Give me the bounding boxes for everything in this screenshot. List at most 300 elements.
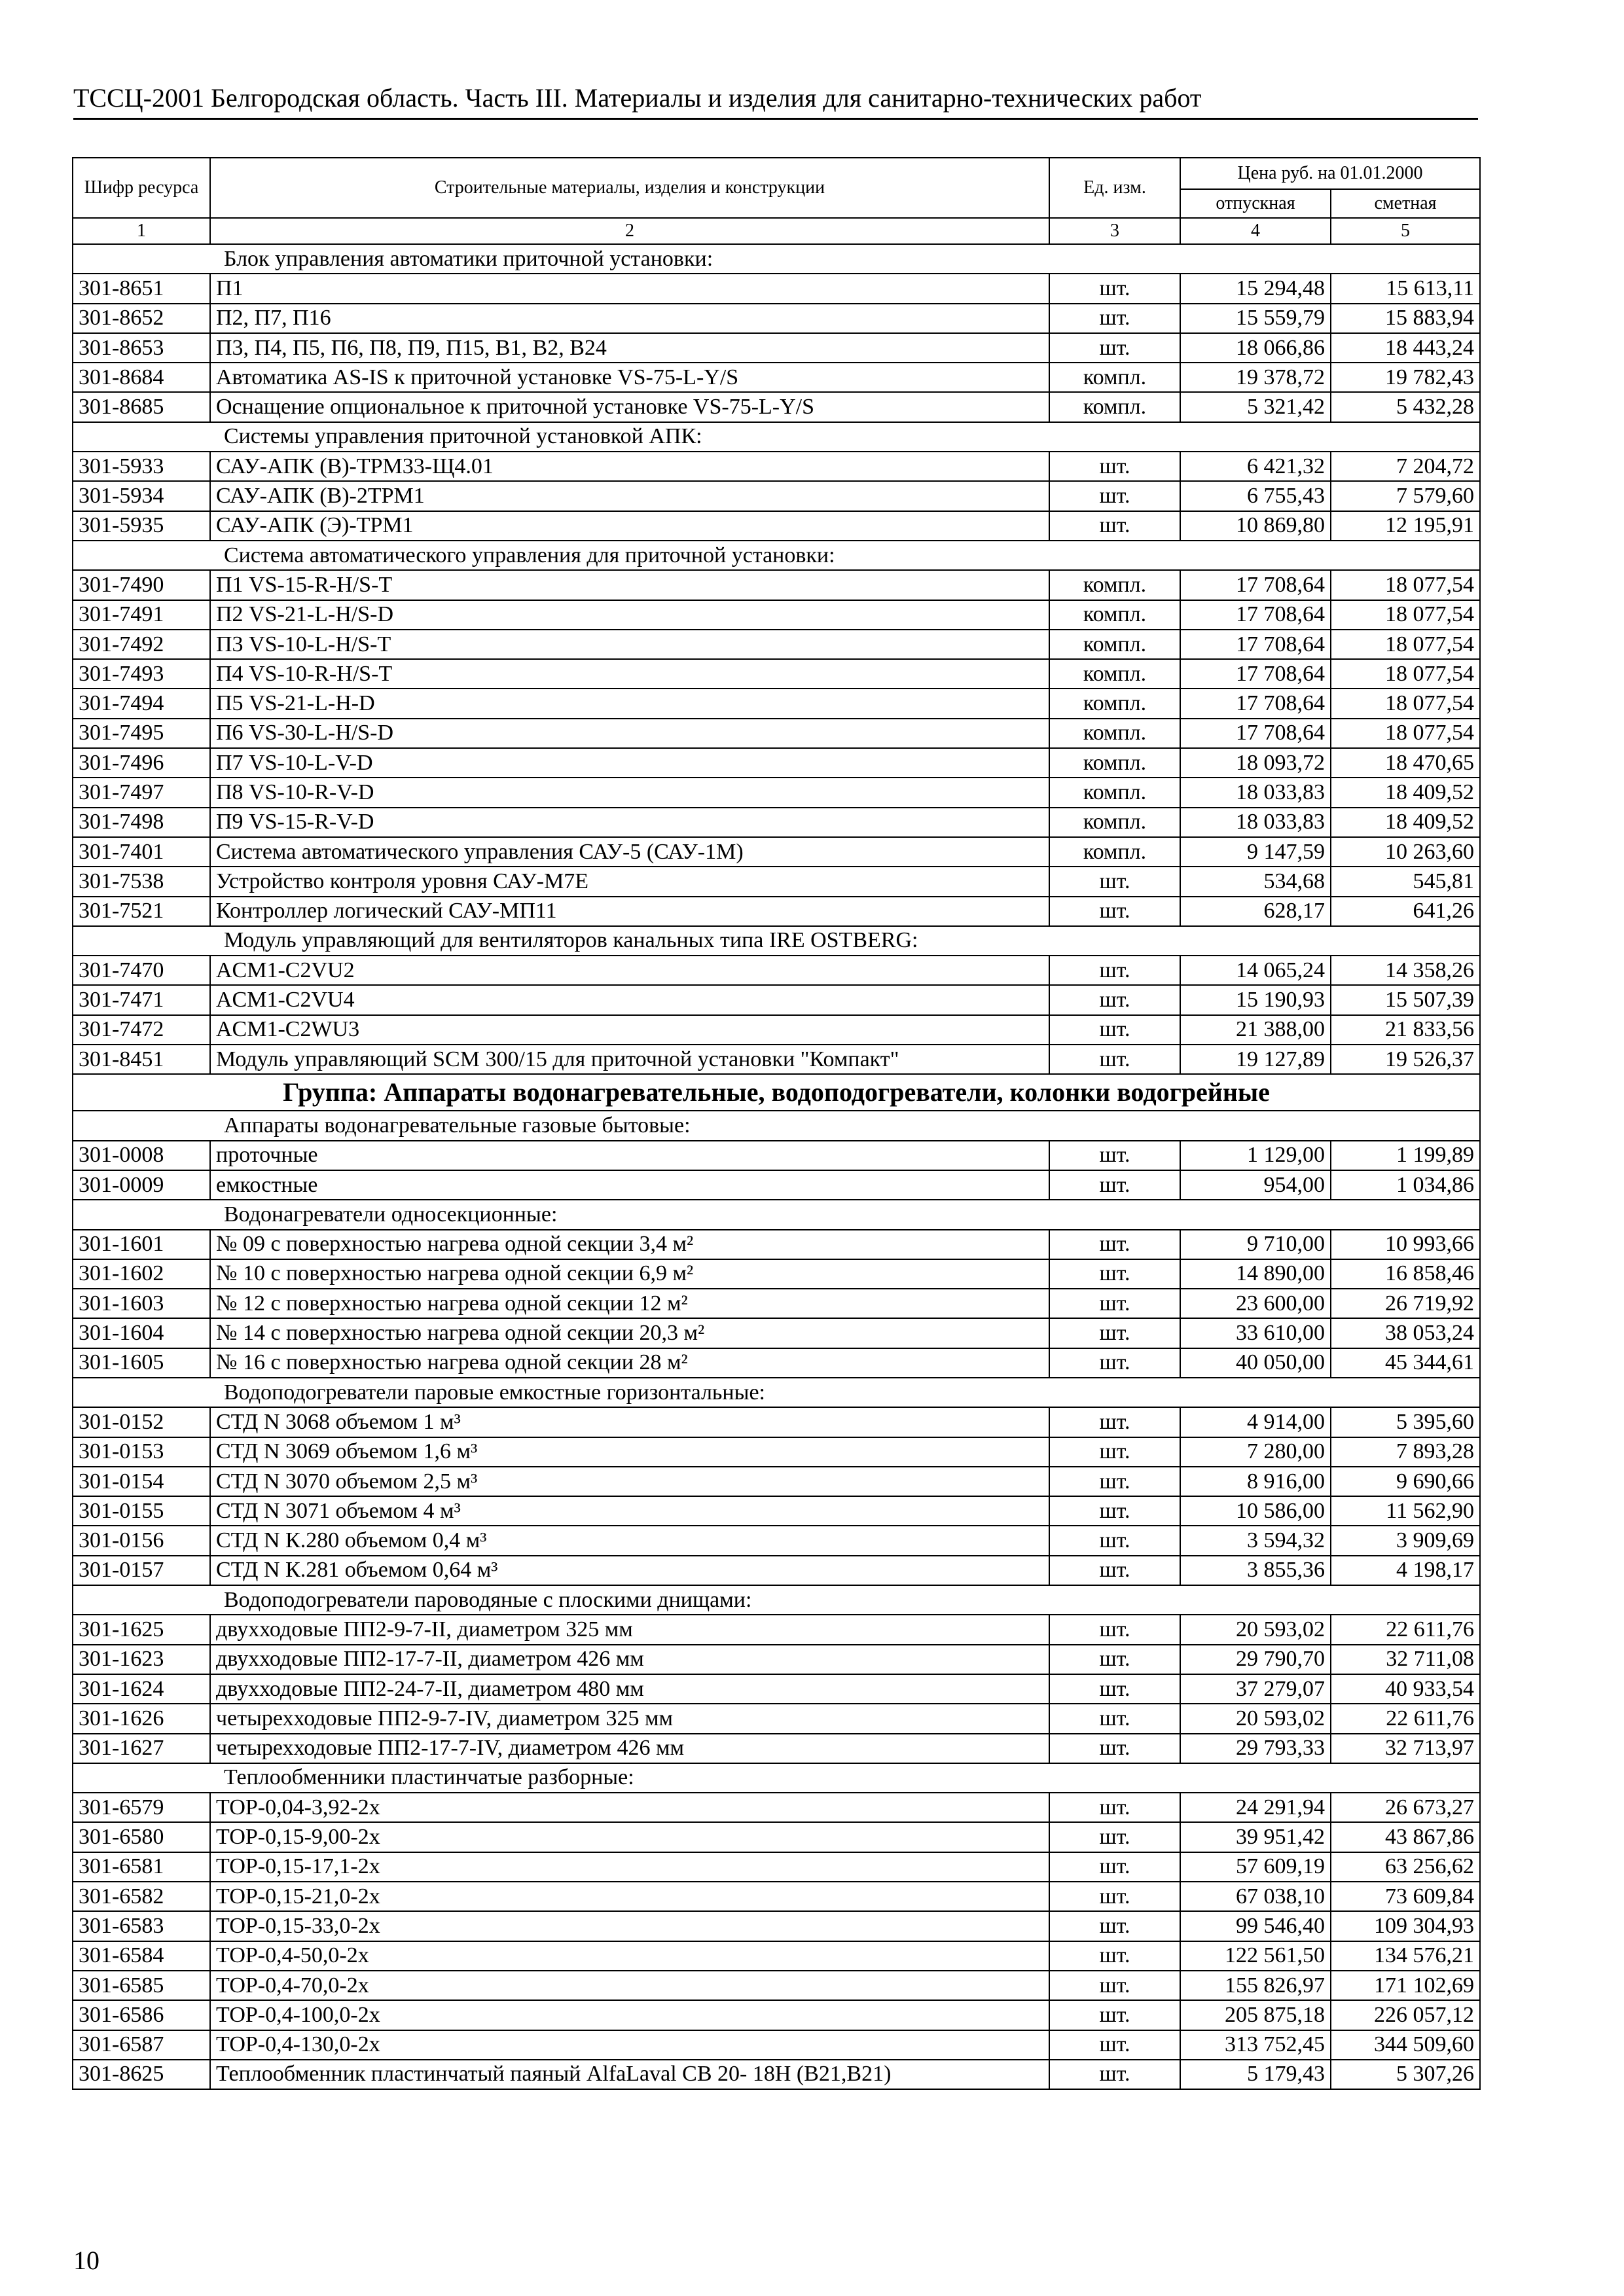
- release-price: 37 279,07: [1180, 1674, 1331, 1704]
- col-number-1: 1: [73, 218, 210, 244]
- item-name: ТОР-0,4-100,0-2х: [210, 2000, 1049, 2030]
- unit-cell: шт.: [1049, 1793, 1180, 1822]
- estimate-price: 15 507,39: [1331, 985, 1480, 1014]
- table-row: [73, 630, 1480, 659]
- table-row: [73, 1259, 1480, 1289]
- resource-code: 301-7470: [73, 956, 210, 985]
- section-row: [73, 244, 1480, 274]
- item-name: П7 VS-10-L-V-D: [210, 748, 1049, 778]
- estimate-price: 226 057,12: [1331, 2000, 1480, 2030]
- unit-cell: шт.: [1049, 1496, 1180, 1526]
- release-price: 29 790,70: [1180, 1645, 1331, 1674]
- table-row: [73, 1556, 1480, 1585]
- release-price: 155 826,97: [1180, 1971, 1331, 2000]
- resource-code: 301-8653: [73, 333, 210, 363]
- table-row: [73, 2030, 1480, 2060]
- unit-cell: шт.: [1049, 1289, 1180, 1318]
- item-name: № 16 с поверхностью нагрева одной секции 28 м²: [210, 1348, 1049, 1378]
- unit-cell: шт.: [1049, 1526, 1180, 1555]
- table-row: [73, 1170, 1480, 1200]
- release-price: 15 559,79: [1180, 304, 1331, 333]
- table-row: [73, 2000, 1480, 2030]
- unit-cell: шт.: [1049, 1230, 1180, 1259]
- table-row: [73, 1793, 1480, 1822]
- estimate-price: 18 077,54: [1331, 689, 1480, 718]
- col-header-unit: Ед. изм.: [1049, 158, 1180, 218]
- release-price: 99 546,40: [1180, 1911, 1331, 1941]
- table-row: [73, 748, 1480, 778]
- unit-cell: шт.: [1049, 985, 1180, 1014]
- estimate-price: 12 195,91: [1331, 511, 1480, 541]
- estimate-price: 7 204,72: [1331, 452, 1480, 481]
- estimate-price: 7 579,60: [1331, 481, 1480, 511]
- resource-code: 301-1626: [73, 1704, 210, 1733]
- table-row: [73, 1674, 1480, 1704]
- table-row: [73, 808, 1480, 837]
- unit-cell: шт.: [1049, 1015, 1180, 1045]
- estimate-price: 109 304,93: [1331, 1911, 1480, 1941]
- estimate-price: 32 711,08: [1331, 1645, 1480, 1674]
- unit-cell: шт.: [1049, 1822, 1180, 1852]
- resource-code: 301-5933: [73, 452, 210, 481]
- release-price: 18 066,86: [1180, 333, 1331, 363]
- resource-code: 301-6583: [73, 1911, 210, 1941]
- release-price: 67 038,10: [1180, 1882, 1331, 1911]
- section-row: [73, 1378, 1480, 1407]
- table-row: [73, 333, 1480, 363]
- unit-cell: компл.: [1049, 630, 1180, 659]
- release-price: 7 280,00: [1180, 1437, 1331, 1467]
- unit-cell: компл.: [1049, 659, 1180, 689]
- estimate-price: 18 077,54: [1331, 600, 1480, 630]
- estimate-price: 19 782,43: [1331, 363, 1480, 392]
- estimate-price: 22 611,76: [1331, 1704, 1480, 1733]
- release-price: 20 593,02: [1180, 1704, 1331, 1733]
- release-price: 17 708,64: [1180, 659, 1331, 689]
- estimate-price: 1 034,86: [1331, 1170, 1480, 1200]
- table-row: [73, 1852, 1480, 1882]
- estimate-price: 18 443,24: [1331, 333, 1480, 363]
- item-name: П5 VS-21-L-H-D: [210, 689, 1049, 718]
- unit-cell: шт.: [1049, 956, 1180, 985]
- item-name: четырехходовые ПП2-17-7-IV, диаметром 426 мм: [210, 1734, 1049, 1763]
- unit-cell: шт.: [1049, 1348, 1180, 1378]
- item-name: ТОР-0,15-9,00-2х: [210, 1822, 1049, 1852]
- unit-cell: шт.: [1049, 1852, 1180, 1882]
- item-name: СТД N 3071 объемом 4 м³: [210, 1496, 1049, 1526]
- resource-code: 301-7401: [73, 837, 210, 867]
- table-row: [73, 1615, 1480, 1644]
- estimate-price: 10 993,66: [1331, 1230, 1480, 1259]
- table-row: [73, 1645, 1480, 1674]
- release-price: 15 294,48: [1180, 274, 1331, 303]
- resource-code: 301-8652: [73, 304, 210, 333]
- release-price: 313 752,45: [1180, 2030, 1331, 2060]
- item-name: П3 VS-10-L-H/S-T: [210, 630, 1049, 659]
- table-row: [73, 985, 1480, 1014]
- resource-code: 301-1627: [73, 1734, 210, 1763]
- estimate-price: 18 077,54: [1331, 570, 1480, 600]
- col-number-5: 5: [1331, 218, 1480, 244]
- unit-cell: шт.: [1049, 1971, 1180, 2000]
- col-number-3: 3: [1049, 218, 1180, 244]
- unit-cell: компл.: [1049, 600, 1180, 630]
- resource-code: 301-1624: [73, 1674, 210, 1704]
- unit-cell: шт.: [1049, 1437, 1180, 1467]
- resource-code: 301-6584: [73, 1941, 210, 1971]
- estimate-price: 14 358,26: [1331, 956, 1480, 985]
- item-name: САУ-АПК (Э)-ТРМ1: [210, 511, 1049, 541]
- unit-cell: шт.: [1049, 1407, 1180, 1437]
- resource-code: 301-7495: [73, 719, 210, 748]
- resource-code: 301-5935: [73, 511, 210, 541]
- resource-code: 301-6580: [73, 1822, 210, 1852]
- release-price: 19 127,89: [1180, 1045, 1331, 1074]
- item-name: № 10 с поверхностью нагрева одной секции 6,9 м²: [210, 1259, 1049, 1289]
- col-header-price: Цена руб. на 01.01.2000: [1180, 158, 1480, 189]
- item-name: П1: [210, 274, 1049, 303]
- table-row: [73, 1318, 1480, 1348]
- item-name: двухходовые ПП2-17-7-II, диаметром 426 мм: [210, 1645, 1049, 1674]
- item-name: ТОР-0,4-130,0-2х: [210, 2030, 1049, 2060]
- estimate-price: 5 432,28: [1331, 392, 1480, 422]
- item-name: П8 VS-10-R-V-D: [210, 778, 1049, 807]
- estimate-price: 7 893,28: [1331, 1437, 1480, 1467]
- estimate-price: 15 883,94: [1331, 304, 1480, 333]
- unit-cell: шт.: [1049, 1615, 1180, 1644]
- estimate-price: 38 053,24: [1331, 1318, 1480, 1348]
- item-name: Система автоматического управления САУ-5 (САУ-1М): [210, 837, 1049, 867]
- unit-cell: шт.: [1049, 1318, 1180, 1348]
- resource-code: 301-0157: [73, 1556, 210, 1585]
- item-name: СТД N К.281 объемом 0,64 м³: [210, 1556, 1049, 1585]
- estimate-price: 16 858,46: [1331, 1259, 1480, 1289]
- unit-cell: компл.: [1049, 570, 1180, 600]
- resource-code: 301-7493: [73, 659, 210, 689]
- section-row: [73, 541, 1480, 570]
- unit-cell: компл.: [1049, 689, 1180, 718]
- release-price: 122 561,50: [1180, 1941, 1331, 1971]
- unit-cell: шт.: [1049, 2000, 1180, 2030]
- release-price: 17 708,64: [1180, 570, 1331, 600]
- table-row: [73, 1015, 1480, 1045]
- release-price: 3 594,32: [1180, 1526, 1331, 1555]
- table-row: [73, 1437, 1480, 1467]
- table-row: [73, 363, 1480, 392]
- item-name: Теплообменник пластинчатый паяный AlfaLaval CB 20- 18H (B21,B21): [210, 2060, 1049, 2089]
- item-name: П3, П4, П5, П6, П8, П9, П15, В1, В2, В24: [210, 333, 1049, 363]
- item-name: Автоматика AS-IS к приточной установке VS-75-L-Y/S: [210, 363, 1049, 392]
- item-name: П1 VS-15-R-H/S-T: [210, 570, 1049, 600]
- item-name: ТОР-0,15-21,0-2х: [210, 1882, 1049, 1911]
- table-row: [73, 1407, 1480, 1437]
- estimate-price: 18 409,52: [1331, 778, 1480, 807]
- item-name: ТОР-0,4-70,0-2х: [210, 1971, 1049, 2000]
- unit-cell: шт.: [1049, 1045, 1180, 1074]
- release-price: 33 610,00: [1180, 1318, 1331, 1348]
- unit-cell: шт.: [1049, 1556, 1180, 1585]
- estimate-price: 18 077,54: [1331, 659, 1480, 689]
- col-number-2: 2: [210, 218, 1049, 244]
- release-price: 29 793,33: [1180, 1734, 1331, 1763]
- section-row: [73, 1200, 1480, 1229]
- estimate-price: 45 344,61: [1331, 1348, 1480, 1378]
- resource-code: 301-6585: [73, 1971, 210, 2000]
- section-title: Водонагреватели односекционные:: [73, 1200, 1480, 1229]
- estimate-price: 18 470,65: [1331, 748, 1480, 778]
- price-table: [72, 157, 1481, 2090]
- unit-cell: компл.: [1049, 837, 1180, 867]
- unit-cell: шт.: [1049, 481, 1180, 511]
- item-name: Устройство контроля уровня САУ-М7Е: [210, 867, 1049, 896]
- col-header-estimate-price: сметная: [1331, 189, 1480, 218]
- release-price: 5 179,43: [1180, 2060, 1331, 2089]
- section-title: Система автоматического управления для приточной установки:: [73, 541, 1480, 570]
- estimate-price: 26 673,27: [1331, 1793, 1480, 1822]
- table-row: [73, 304, 1480, 333]
- item-name: № 14 с поверхностью нагрева одной секции 20,3 м²: [210, 1318, 1049, 1348]
- item-name: ACM1-C2VU4: [210, 985, 1049, 1014]
- release-price: 8 916,00: [1180, 1467, 1331, 1496]
- section-title: Теплообменники пластинчатые разборные:: [73, 1763, 1480, 1793]
- estimate-price: 63 256,62: [1331, 1852, 1480, 1882]
- resource-code: 301-7490: [73, 570, 210, 600]
- resource-code: 301-6582: [73, 1882, 210, 1911]
- table-row: [73, 689, 1480, 718]
- unit-cell: шт.: [1049, 333, 1180, 363]
- estimate-price: 641,26: [1331, 897, 1480, 926]
- section-row: [73, 1763, 1480, 1793]
- release-price: 6 755,43: [1180, 481, 1331, 511]
- item-name: П2, П7, П16: [210, 304, 1049, 333]
- table-row: [73, 1526, 1480, 1555]
- table-body: [73, 244, 1480, 2089]
- estimate-price: 18 077,54: [1331, 630, 1480, 659]
- item-name: ACM1-C2WU3: [210, 1015, 1049, 1045]
- table-row: [73, 2060, 1480, 2089]
- release-price: 17 708,64: [1180, 630, 1331, 659]
- release-price: 18 093,72: [1180, 748, 1331, 778]
- resource-code: 301-0153: [73, 1437, 210, 1467]
- estimate-price: 40 933,54: [1331, 1674, 1480, 1704]
- estimate-price: 4 198,17: [1331, 1556, 1480, 1585]
- item-name: двухходовые ПП2-24-7-II, диаметром 480 мм: [210, 1674, 1049, 1704]
- item-name: П2 VS-21-L-H/S-D: [210, 600, 1049, 630]
- unit-cell: шт.: [1049, 1141, 1180, 1170]
- resource-code: 301-1605: [73, 1348, 210, 1378]
- item-name: четырехходовые ПП2-9-7-IV, диаметром 325 мм: [210, 1704, 1049, 1733]
- section-title: Водоподогреватели паровые емкостные горизонтальные:: [73, 1378, 1480, 1407]
- unit-cell: компл.: [1049, 778, 1180, 807]
- resource-code: 301-1603: [73, 1289, 210, 1318]
- unit-cell: шт.: [1049, 1911, 1180, 1941]
- table-row: [73, 837, 1480, 867]
- resource-code: 301-7492: [73, 630, 210, 659]
- estimate-price: 22 611,76: [1331, 1615, 1480, 1644]
- item-name: ТОР-0,15-17,1-2х: [210, 1852, 1049, 1882]
- estimate-price: 5 307,26: [1331, 2060, 1480, 2089]
- estimate-price: 545,81: [1331, 867, 1480, 896]
- resource-code: 301-8684: [73, 363, 210, 392]
- section-row: [73, 422, 1480, 452]
- section-title: Водоподогреватели пароводяные с плоскими днищами:: [73, 1585, 1480, 1615]
- estimate-price: 5 395,60: [1331, 1407, 1480, 1437]
- table-row: [73, 600, 1480, 630]
- table-row: [73, 1045, 1480, 1074]
- unit-cell: шт.: [1049, 304, 1180, 333]
- resource-code: 301-5934: [73, 481, 210, 511]
- resource-code: 301-8685: [73, 392, 210, 422]
- release-price: 17 708,64: [1180, 600, 1331, 630]
- table-row: [73, 1941, 1480, 1971]
- resource-code: 301-8651: [73, 274, 210, 303]
- item-name: емкостные: [210, 1170, 1049, 1200]
- table-row: [73, 1348, 1480, 1378]
- resource-code: 301-7471: [73, 985, 210, 1014]
- item-name: П6 VS-30-L-H/S-D: [210, 719, 1049, 748]
- release-price: 3 855,36: [1180, 1556, 1331, 1585]
- unit-cell: шт.: [1049, 1467, 1180, 1496]
- section-row: [73, 1111, 1480, 1140]
- resource-code: 301-1604: [73, 1318, 210, 1348]
- unit-cell: шт.: [1049, 1734, 1180, 1763]
- release-price: 17 708,64: [1180, 719, 1331, 748]
- table-row: [73, 719, 1480, 748]
- release-price: 10 586,00: [1180, 1496, 1331, 1526]
- table-row: [73, 274, 1480, 303]
- item-name: ACM1-C2VU2: [210, 956, 1049, 985]
- item-name: П9 VS-15-R-V-D: [210, 808, 1049, 837]
- unit-cell: шт.: [1049, 2060, 1180, 2089]
- release-price: 17 708,64: [1180, 689, 1331, 718]
- col-number-4: 4: [1180, 218, 1331, 244]
- resource-code: 301-1601: [73, 1230, 210, 1259]
- estimate-price: 18 077,54: [1331, 719, 1480, 748]
- resource-code: 301-1623: [73, 1645, 210, 1674]
- item-name: ТОР-0,15-33,0-2х: [210, 1911, 1049, 1941]
- unit-cell: шт.: [1049, 897, 1180, 926]
- resource-code: 301-7497: [73, 778, 210, 807]
- item-name: ТОР-0,04-3,92-2х: [210, 1793, 1049, 1822]
- table-row: [73, 392, 1480, 422]
- unit-cell: шт.: [1049, 1645, 1180, 1674]
- unit-cell: шт.: [1049, 511, 1180, 541]
- col-header-name: Строительные материалы, изделия и конструкции: [210, 158, 1049, 218]
- resource-code: 301-0009: [73, 1170, 210, 1200]
- estimate-price: 9 690,66: [1331, 1467, 1480, 1496]
- resource-code: 301-7491: [73, 600, 210, 630]
- item-name: Контроллер логический САУ-МП11: [210, 897, 1049, 926]
- estimate-price: 26 719,92: [1331, 1289, 1480, 1318]
- table-row: [73, 1467, 1480, 1496]
- resource-code: 301-0155: [73, 1496, 210, 1526]
- unit-cell: компл.: [1049, 719, 1180, 748]
- release-price: 40 050,00: [1180, 1348, 1331, 1378]
- release-price: 5 321,42: [1180, 392, 1331, 422]
- col-header-code: Шифр ресурса: [73, 158, 210, 218]
- unit-cell: компл.: [1049, 808, 1180, 837]
- release-price: 1 129,00: [1180, 1141, 1331, 1170]
- unit-cell: шт.: [1049, 1941, 1180, 1971]
- item-name: САУ-АПК (В)-2ТРМ1: [210, 481, 1049, 511]
- resource-code: 301-0152: [73, 1407, 210, 1437]
- unit-cell: компл.: [1049, 363, 1180, 392]
- item-name: П4 VS-10-R-H/S-T: [210, 659, 1049, 689]
- release-price: 39 951,42: [1180, 1822, 1331, 1852]
- release-price: 57 609,19: [1180, 1852, 1331, 1882]
- page-number: 10: [73, 2246, 99, 2275]
- resource-code: 301-1602: [73, 1259, 210, 1289]
- resource-code: 301-7521: [73, 897, 210, 926]
- table-row: [73, 570, 1480, 600]
- unit-cell: шт.: [1049, 452, 1180, 481]
- resource-code: 301-0156: [73, 1526, 210, 1555]
- item-name: № 09 с поверхностью нагрева одной секции 3,4 м²: [210, 1230, 1049, 1259]
- release-price: 10 869,80: [1180, 511, 1331, 541]
- item-name: Модуль управляющий SCM 300/15 для приточной установки "Компакт": [210, 1045, 1049, 1074]
- release-price: 534,68: [1180, 867, 1331, 896]
- release-price: 24 291,94: [1180, 1793, 1331, 1822]
- release-price: 20 593,02: [1180, 1615, 1331, 1644]
- table-row: [73, 481, 1480, 511]
- table-row: [73, 511, 1480, 541]
- unit-cell: шт.: [1049, 2030, 1180, 2060]
- release-price: 628,17: [1180, 897, 1331, 926]
- resource-code: 301-8451: [73, 1045, 210, 1074]
- estimate-price: 15 613,11: [1331, 274, 1480, 303]
- col-header-release-price: отпускная: [1180, 189, 1331, 218]
- resource-code: 301-6586: [73, 2000, 210, 2030]
- item-name: СТД N 3070 объемом 2,5 м³: [210, 1467, 1049, 1496]
- release-price: 205 875,18: [1180, 2000, 1331, 2030]
- table-row: [73, 1289, 1480, 1318]
- estimate-price: 344 509,60: [1331, 2030, 1480, 2060]
- item-name: СТД N К.280 объемом 0,4 м³: [210, 1526, 1049, 1555]
- table-row: [73, 778, 1480, 807]
- resource-code: 301-7472: [73, 1015, 210, 1045]
- table-row: [73, 1911, 1480, 1941]
- resource-code: 301-7498: [73, 808, 210, 837]
- section-title: Модуль управляющий для вентиляторов канальных типа IRE OSTBERG:: [73, 926, 1480, 956]
- group-title: Группа: Аппараты водонагревательные, водоподогреватели, колонки водогрейные: [73, 1074, 1480, 1111]
- table-row: [73, 1734, 1480, 1763]
- table-row: [73, 452, 1480, 481]
- resource-code: 301-8625: [73, 2060, 210, 2089]
- unit-cell: шт.: [1049, 1259, 1180, 1289]
- table-row: [73, 897, 1480, 926]
- estimate-price: 73 609,84: [1331, 1882, 1480, 1911]
- resource-code: 301-7496: [73, 748, 210, 778]
- estimate-price: 11 562,90: [1331, 1496, 1480, 1526]
- resource-code: 301-6581: [73, 1852, 210, 1882]
- item-name: СТД N 3068 объемом 1 м³: [210, 1407, 1049, 1437]
- release-price: 9 710,00: [1180, 1230, 1331, 1259]
- section-row: [73, 926, 1480, 956]
- unit-cell: шт.: [1049, 1882, 1180, 1911]
- table-row: [73, 1141, 1480, 1170]
- resource-code: 301-6587: [73, 2030, 210, 2060]
- item-name: ТОР-0,4-50,0-2х: [210, 1941, 1049, 1971]
- release-price: 4 914,00: [1180, 1407, 1331, 1437]
- unit-cell: компл.: [1049, 392, 1180, 422]
- item-name: № 12 с поверхностью нагрева одной секции 12 м²: [210, 1289, 1049, 1318]
- header-rule: [73, 118, 1478, 120]
- section-row: [73, 1585, 1480, 1615]
- release-price: 18 033,83: [1180, 778, 1331, 807]
- table-row: [73, 1230, 1480, 1259]
- table-row: [73, 1822, 1480, 1852]
- resource-code: 301-7538: [73, 867, 210, 896]
